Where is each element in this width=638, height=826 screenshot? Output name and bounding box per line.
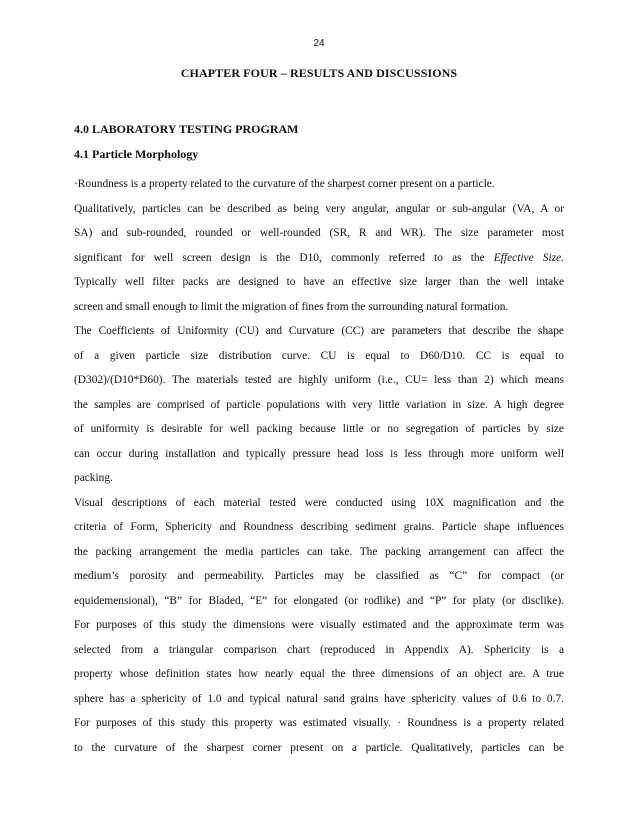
body-line-text: packing. bbox=[74, 472, 113, 484]
body-line bbox=[74, 613, 564, 638]
body-line-text: Qualitatively, particles can be described as being very angular, angular or sub-angular (VA, A or bbox=[74, 202, 564, 215]
body-line bbox=[74, 295, 564, 320]
body-line-text: can occur during installation and typically pressure head loss is less through more uniform well bbox=[74, 447, 564, 460]
body-line bbox=[74, 515, 564, 540]
body-line-text: For purposes of this study this property was estimated visually. · Roundness is a property related bbox=[74, 717, 564, 729]
body-line-text: property whose definition states how nearly equal the three dimensions of an object are. A true bbox=[74, 668, 564, 680]
body-line bbox=[74, 662, 564, 687]
body-line bbox=[74, 393, 564, 418]
body-line bbox=[74, 197, 564, 222]
body-line-emphasis: Effective Size. bbox=[493, 251, 564, 264]
body-line-text: criteria of Form, Sphericity and Roundness describing sediment grains. Particle shape influences bbox=[74, 521, 564, 533]
body-line bbox=[74, 221, 564, 246]
subsection-heading: 4.1 Particle Morphology bbox=[74, 147, 199, 161]
chapter-title: CHAPTER FOUR – RESULTS AND DISCUSSIONS bbox=[180, 66, 458, 80]
body-line bbox=[74, 442, 564, 467]
body-line bbox=[74, 270, 564, 295]
body-line bbox=[74, 491, 564, 516]
body-line-text: screen and small enough to limit the migration of fines from the surrounding natural formation. bbox=[74, 300, 509, 313]
body-line bbox=[74, 564, 564, 589]
body-line-text: SA) and sub-rounded, rounded or well-rounded (SR, R and WR). The size parameter most bbox=[74, 227, 564, 239]
body-line bbox=[74, 368, 564, 393]
body-line-text: the samples are comprised of particle populations with very little variation in size. A high degree bbox=[74, 398, 564, 411]
body-line bbox=[74, 172, 564, 197]
body-line-text: selected from a triangular comparison chart (reproduced in Appendix A). Sphericity is a bbox=[74, 643, 564, 656]
body-line-text: sphere has a sphericity of 1.0 and typical natural sand grains have sphericity values of 0.6 to 0.7. bbox=[74, 692, 564, 705]
body-line-text: Visual descriptions of each material tested were conducted using 10X magnification and the bbox=[74, 496, 564, 509]
body-line-text: to the curvature of the sharpest corner present on a particle. Qualitatively, particles can be bbox=[74, 741, 564, 754]
body-line-text: The Coefficients of Uniformity (CU) and Curvature (CC) are parameters that describe the shape bbox=[74, 325, 564, 337]
section-heading: 4.0 LABORATORY TESTING PROGRAM bbox=[74, 122, 299, 136]
body-line bbox=[74, 466, 564, 491]
body-line bbox=[74, 711, 564, 736]
body-line bbox=[74, 687, 564, 712]
page-number: 24 bbox=[313, 38, 325, 49]
body-line bbox=[74, 319, 564, 344]
body-line-text: the packing arrangement the media particles can take. The packing arrangement can affect the bbox=[74, 545, 564, 558]
body-line-text: equidemensional), “B” for Bladed, “E” for elongated (or rodlike) and “P” for platy (or disclike). bbox=[74, 594, 564, 607]
body-line bbox=[74, 417, 564, 442]
body-line-text: of a given particle size distribution curve. CU is equal to D60/D10. CC is equal to bbox=[74, 349, 564, 362]
body-line bbox=[74, 589, 564, 614]
body-text bbox=[74, 172, 564, 760]
body-line-text: medium’s porosity and permeability. Particles may be classified as “C” for compact (or bbox=[74, 570, 564, 582]
body-line bbox=[74, 638, 564, 663]
body-line bbox=[74, 344, 564, 369]
body-line bbox=[74, 246, 564, 271]
body-line-text: significant for well screen design is the D10, commonly referred to as the bbox=[74, 251, 485, 264]
body-line-text: ·Roundness is a property related to the curvature of the sharpest corner present on a particle. bbox=[74, 178, 495, 190]
body-line-text: (D302)/(D10*D60). The materials tested are highly uniform (i.e., CU= less than 2) which means bbox=[74, 374, 564, 386]
body-line-text: of uniformity is desirable for well packing because little or no segregation of particles by size bbox=[74, 423, 564, 435]
body-line-text: Typically well filter packs are designed to have an effective size larger than the well intake bbox=[74, 276, 564, 288]
body-line-text: For purposes of this study the dimensions were visually estimated and the approximate term was bbox=[74, 619, 564, 631]
body-line bbox=[74, 540, 564, 565]
body-line bbox=[74, 736, 564, 761]
